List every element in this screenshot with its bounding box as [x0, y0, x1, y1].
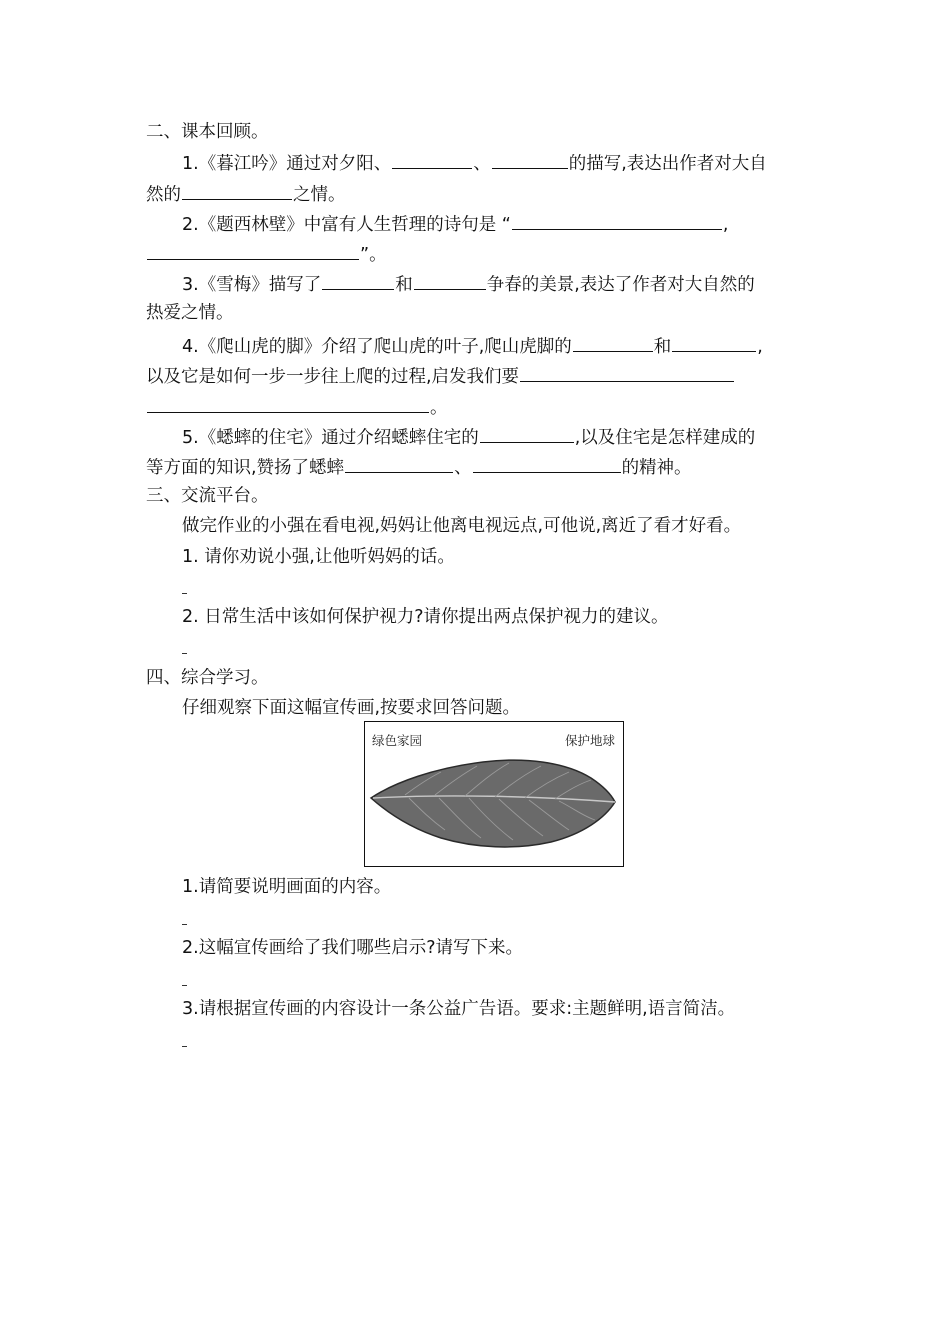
- answer-line[interactable]: [182, 653, 187, 654]
- poster-caption-left: 绿色家园: [372, 733, 423, 748]
- answer-blank[interactable]: [512, 211, 722, 230]
- answer-line[interactable]: [182, 593, 187, 594]
- poster-caption-right: 保护地球: [564, 733, 615, 748]
- answer-blank[interactable]: [147, 241, 359, 260]
- answer-blank[interactable]: [473, 454, 621, 473]
- question-1-line-2: 然的 之情。: [146, 181, 346, 205]
- question-4-line-2: 以及它是如何一步一步往上爬的过程,启发我们要: [146, 363, 735, 387]
- comprehensive-question-1: 1.请简要说明画面的内容。: [182, 877, 392, 897]
- section-heading-review: 二、课本回顾。: [146, 122, 269, 142]
- answer-blank[interactable]: [520, 363, 734, 382]
- question-4-line-1: 4.《爬山虎的脚》介绍了爬山虎的叶子,爬山虎脚的 和 ,: [182, 333, 763, 357]
- exchange-question-1: 1. 请你劝说小强,让他听妈妈的话。: [182, 547, 455, 567]
- question-5-line-2: 等方面的知识,赞扬了蟋蟀 、 的精神。: [146, 454, 692, 478]
- exchange-intro: 做完作业的小强在看电视,妈妈让他离电视远点,可他说,离近了看才好看。: [182, 516, 742, 536]
- answer-blank[interactable]: [147, 394, 429, 413]
- section-heading-exchange: 三、交流平台。: [146, 486, 269, 506]
- comprehensive-question-2: 2.这幅宣传画给了我们哪些启示?请写下来。: [182, 938, 523, 958]
- question-4-line-3: 。: [146, 394, 448, 418]
- answer-blank[interactable]: [182, 181, 292, 200]
- question-5-line-1: 5.《蟋蟀的住宅》通过介绍蟋蟀住宅的 ,以及住宅是怎样建成的: [182, 424, 755, 448]
- question-1-line-1: 1.《暮江吟》通过对夕阳、 、 的描写,表达出作者对大自: [182, 150, 767, 174]
- answer-blank[interactable]: [573, 333, 653, 352]
- answer-line[interactable]: [182, 924, 187, 925]
- poster-image: [364, 721, 624, 867]
- question-3-line-2: 热爱之情。: [146, 303, 234, 323]
- answer-blank[interactable]: [392, 150, 472, 169]
- question-3-line-1: 3.《雪梅》描写了 和 争春的美景,表达了作者对大自然的: [182, 271, 755, 295]
- question-2-line-2: ”。: [146, 241, 387, 265]
- answer-blank[interactable]: [480, 424, 574, 443]
- comprehensive-intro: 仔细观察下面这幅宣传画,按要求回答问题。: [182, 698, 521, 718]
- section-heading-comprehensive: 四、综合学习。: [146, 668, 269, 688]
- answer-line[interactable]: [182, 985, 187, 986]
- answer-blank[interactable]: [345, 454, 453, 473]
- answer-blank[interactable]: [672, 333, 756, 352]
- answer-blank[interactable]: [322, 271, 394, 290]
- question-2-line-1: 2.《题西林壁》中富有人生哲理的诗句是 “ ,: [182, 211, 728, 235]
- answer-blank[interactable]: [492, 150, 568, 169]
- answer-line[interactable]: [182, 1046, 187, 1047]
- answer-blank[interactable]: [414, 271, 486, 290]
- comprehensive-question-3: 3.请根据宣传画的内容设计一条公益广告语。要求:主题鲜明,语言简洁。: [182, 999, 736, 1019]
- exchange-question-2: 2. 日常生活中该如何保护视力?请你提出两点保护视力的建议。: [182, 607, 669, 627]
